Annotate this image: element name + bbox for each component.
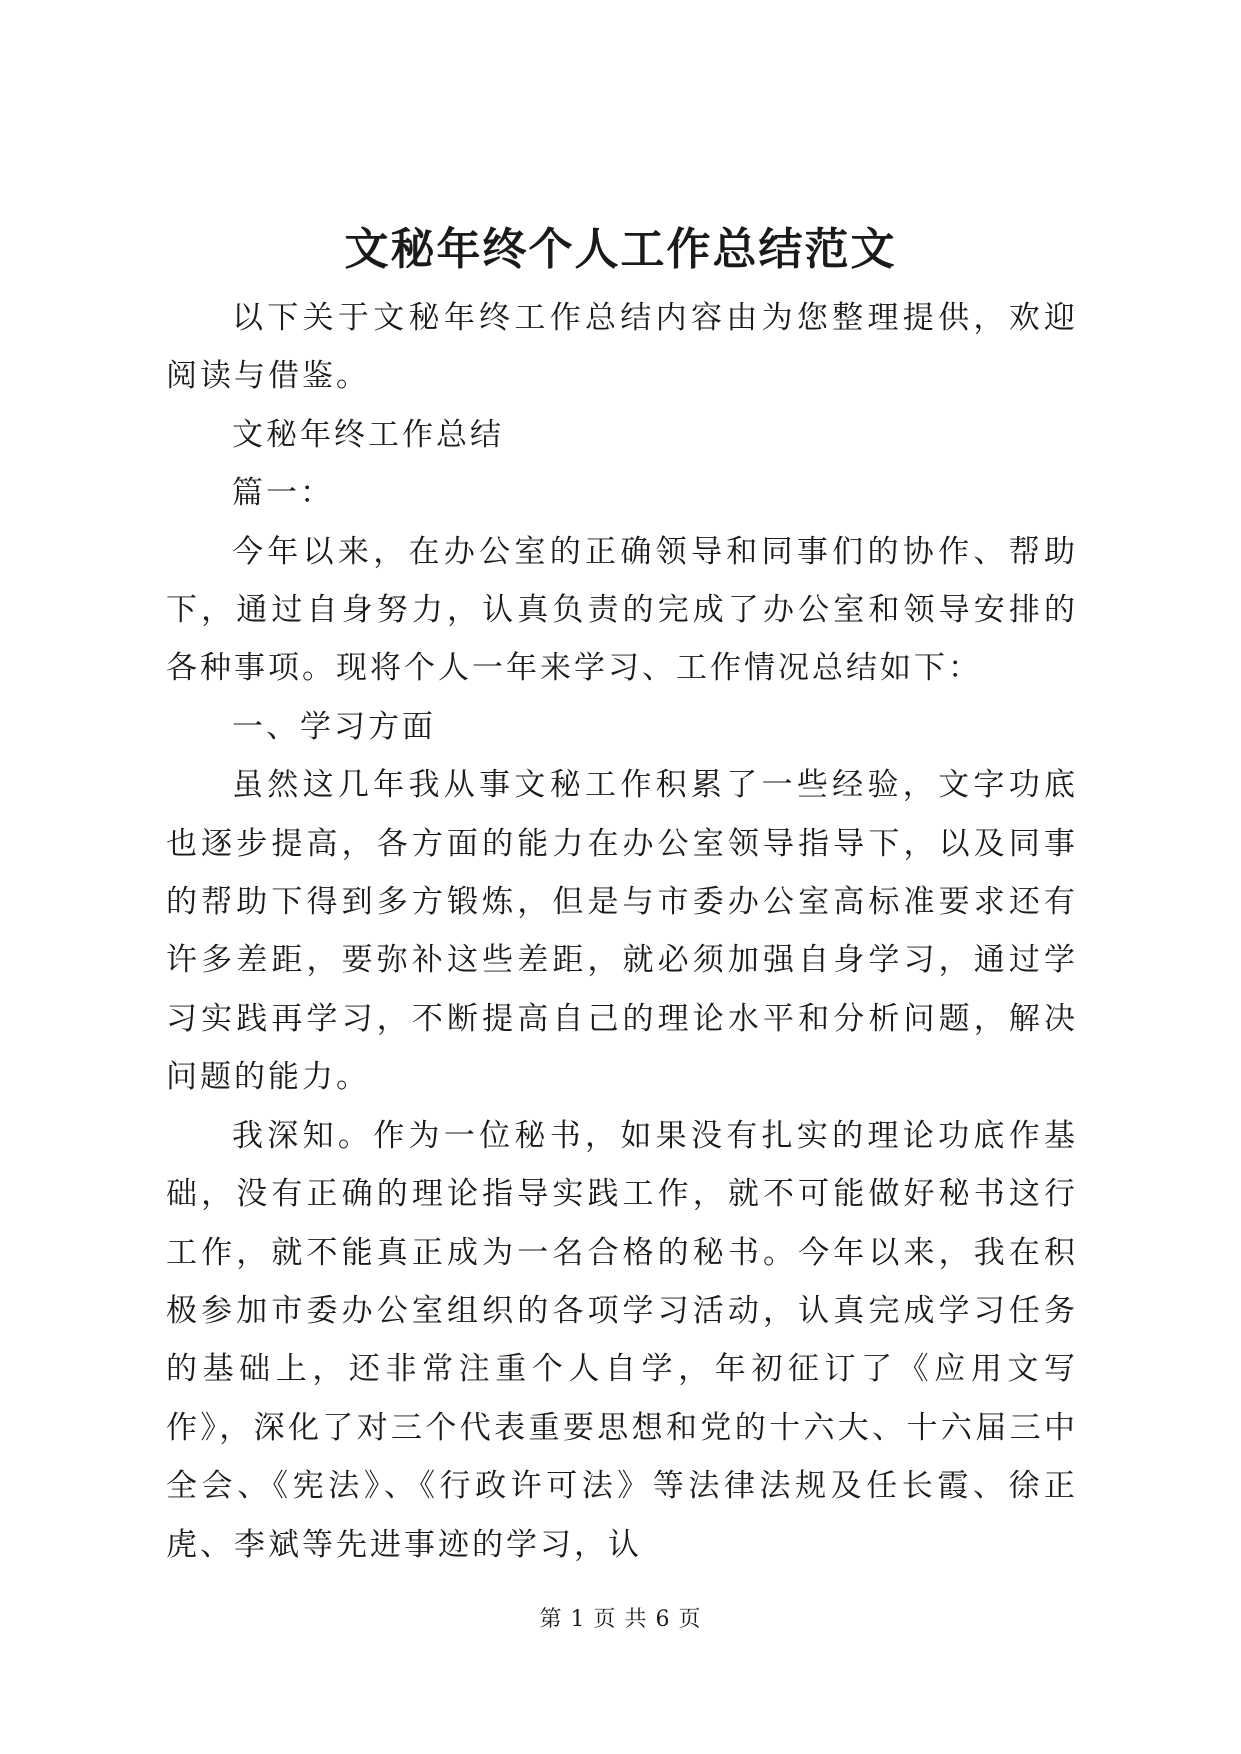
paragraph-study-2: 我深知。作为一位秘书，如果没有扎实的理论功底作基础，没有正确的理论指导实践工作，就不可能做好秘书这行工作，就不能真正成为一名合格的秘书。今年以来，我在积极参加市委办公室组织的各项学习活动，认真完成学习任务的基础上，还非常注重个人自学，年初征订了《应用文写作》，深化了对三个代表重要思想和党的十六大、十六届三中全会、《宪法》、《行政许可法》等法律法规及任长霞、徐正虎、李斌等先进事迹的学习，认 — [166, 1117, 1078, 1563]
page-number: 第 1 页 共 6 页 — [539, 1607, 702, 1632]
paragraph-intro: 以下关于文秘年终工作总结内容由为您整理提供，欢迎阅读与借鉴。 — [166, 300, 1078, 395]
document-title: 文秘年终个人工作总结范文 — [344, 224, 897, 275]
document-body — [166, 289, 1078, 1574]
paragraph-section-heading: 一、学习方面 — [232, 708, 436, 745]
paragraph-study-1: 虽然这几年我从事文秘工作积累了一些经验，文字功底也逐步提高，各方面的能力在办公室领导指导下，以及同事的帮助下得到多方锻炼，但是与市委办公室高标准要求还有许多差距，要弥补这些差距，就必须加强自身学习，通过学习实践再学习，不断提高自己的理论水平和分析问题，解决问题的能力。 — [166, 767, 1078, 1096]
paragraph-heading: 文秘年终工作总结 — [232, 416, 504, 453]
paragraph-overview: 今年以来，在办公室的正确领导和同事们的协作、帮助下，通过自身努力，认真负责的完成了办公室和领导安排的各种事项。现将个人一年来学习、工作情况总结如下： — [166, 533, 1078, 687]
paragraph-part-label: 篇一： — [232, 475, 334, 512]
